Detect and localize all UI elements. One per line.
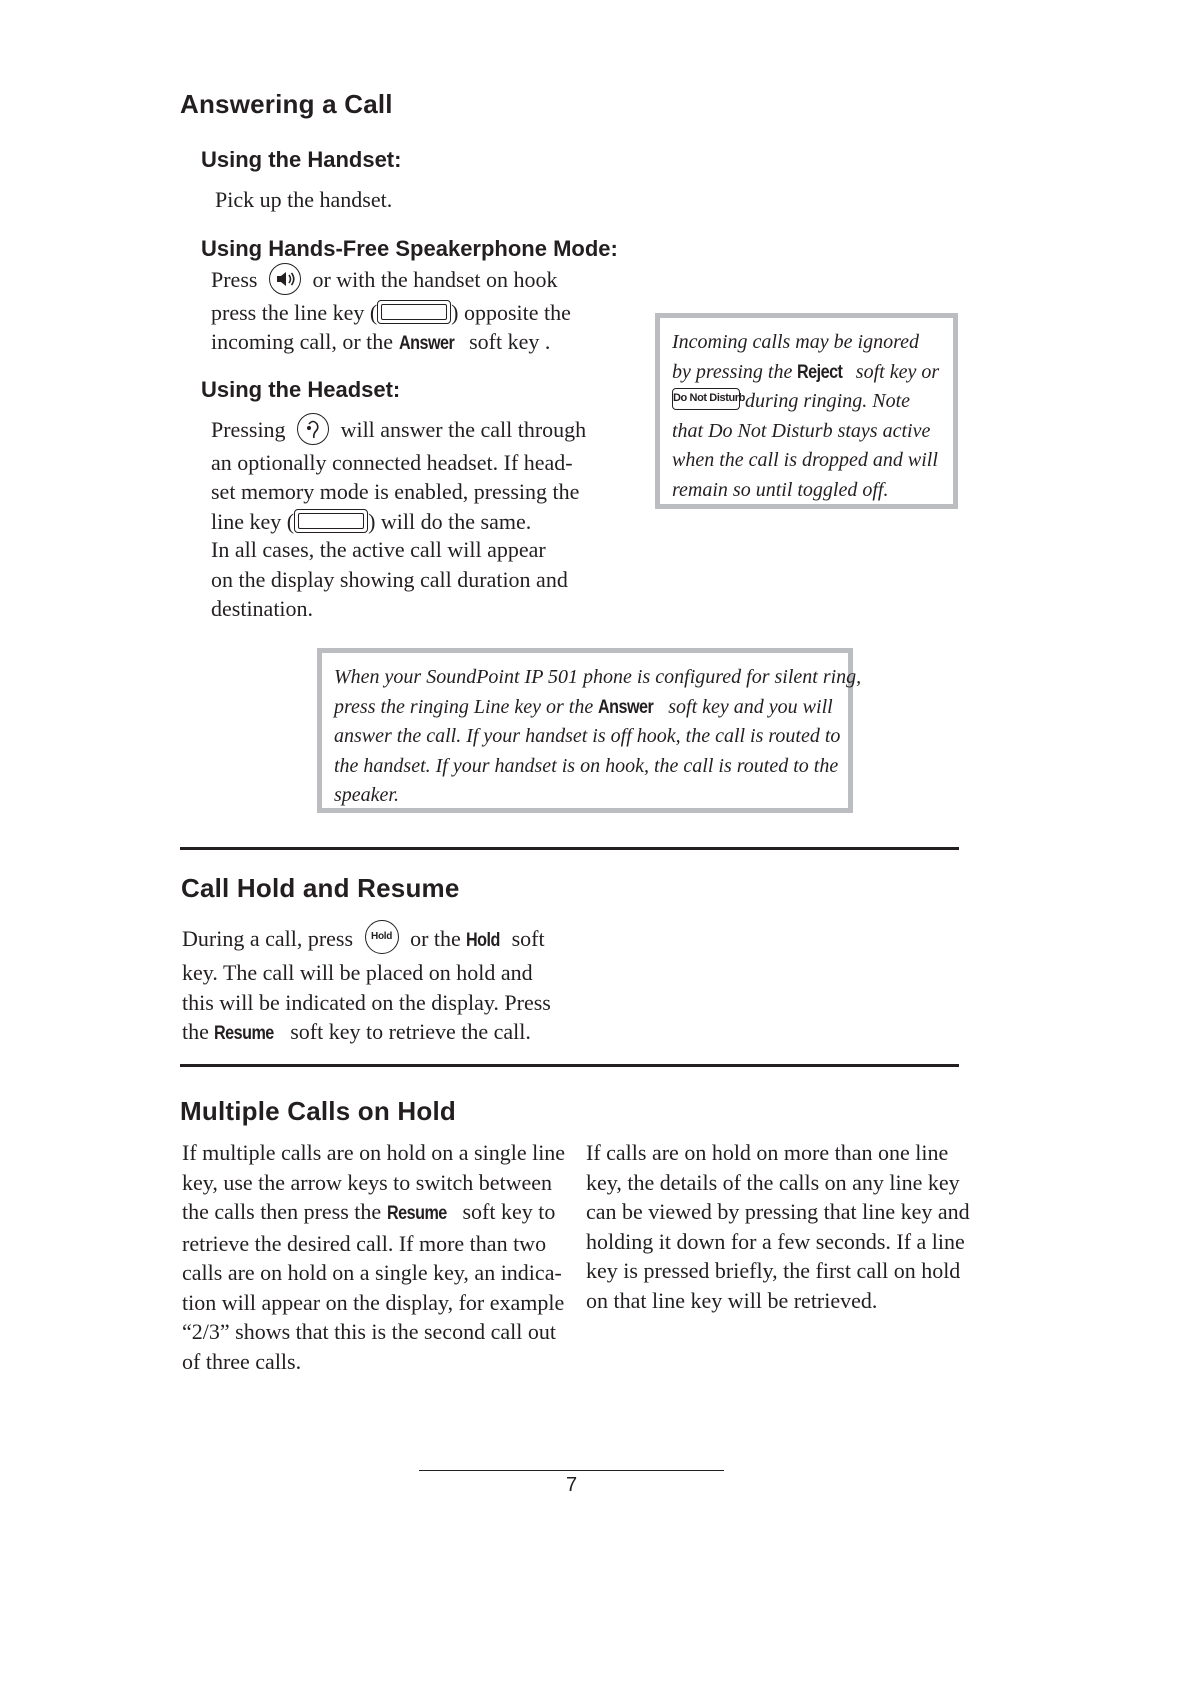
text: soft key and you will <box>668 695 833 718</box>
text: or the <box>410 926 461 952</box>
text: ) will do the same. <box>368 508 532 534</box>
section-divider <box>180 1064 959 1067</box>
text: an optionally connected headset. If head- <box>211 449 573 475</box>
text: that Do Not Disturb stays active <box>672 419 931 442</box>
do-not-disturb-key-icon: Do Not Disturb <box>672 388 740 410</box>
text: answer the call. If your handset is off hook, the call is routed to <box>334 725 841 747</box>
heading-handset: Using the Handset: <box>201 147 402 172</box>
text: on the display showing call duration and <box>211 566 568 592</box>
multiple-right-paragraph <box>586 1138 970 1315</box>
line-key-icon <box>377 300 451 324</box>
text: press the line key ( <box>211 299 378 325</box>
text: “2/3” shows that this is the second call out <box>182 1319 556 1344</box>
text: soft key or <box>855 360 940 383</box>
page-number: 7 <box>565 1474 578 1496</box>
text: line key ( <box>211 508 295 534</box>
all-cases-paragraph <box>211 535 568 624</box>
text: the calls then press the <box>182 1199 382 1224</box>
text: will answer the call through <box>340 417 587 442</box>
footer-rule <box>419 1470 724 1471</box>
resume-softkey-label: Resume <box>386 1203 447 1224</box>
text: press the ringing Line key or the <box>334 695 594 718</box>
text: speaker. <box>334 784 399 806</box>
text: remain so until toggled off. <box>672 478 889 501</box>
text: by pressing the <box>672 360 793 383</box>
text: of three calls. <box>182 1348 302 1374</box>
section-divider <box>180 847 959 850</box>
line-key-icon <box>294 509 368 533</box>
answer-softkey-label: Answer <box>398 333 454 355</box>
speaker-icon <box>269 263 301 295</box>
multiple-left-paragraph <box>182 1138 565 1376</box>
text: Press <box>211 267 258 292</box>
text: during ringing. Note <box>745 390 911 412</box>
text: soft <box>511 926 545 952</box>
text: tion will appear on the display, for example <box>182 1289 565 1315</box>
text: can be viewed by pressing that line key and <box>586 1199 970 1224</box>
text: key, the details of the calls on any line key <box>586 1169 960 1195</box>
text: incoming call, or the <box>211 329 394 355</box>
note-silent-ring-box <box>317 648 862 813</box>
text: key is pressed briefly, the first call on hold <box>586 1258 961 1283</box>
hold-paragraph <box>182 924 551 1049</box>
heading-headset: Using the Headset: <box>201 377 401 402</box>
headset-icon <box>297 413 329 445</box>
text: key. The call will be placed on hold and <box>182 960 533 985</box>
headset-paragraph <box>211 415 586 536</box>
text: when the call is dropped and will <box>672 449 938 471</box>
text: soft key . <box>469 329 551 355</box>
hold-key-icon: Hold <box>365 920 399 954</box>
text: If calls are on hold on more than one line <box>586 1140 949 1165</box>
text: set memory mode is enabled, pressing the <box>211 479 580 505</box>
note-reject-box <box>655 313 958 509</box>
text: ) opposite the <box>451 299 571 325</box>
text: soft key to retrieve the call. <box>290 1019 531 1044</box>
text: calls are on hold on a single key, an indica- <box>182 1260 562 1285</box>
text: or with the handset on hook <box>312 267 558 292</box>
text: Incoming calls may be ignored <box>672 331 919 353</box>
text: soft key to <box>462 1199 556 1224</box>
section-title-answering: Answering a Call <box>180 89 393 119</box>
text: holding it down for a few seconds. If a line <box>586 1228 965 1254</box>
hold-softkey-label: Hold <box>466 930 501 952</box>
section-title-multiple: Multiple Calls on Hold <box>180 1096 456 1126</box>
text: the handset. If your handset is on hook, the call is routed to the <box>334 754 839 777</box>
heading-speakerphone: Using Hands-Free Speakerphone Mode: <box>201 236 618 261</box>
text: destination. <box>211 596 314 621</box>
text: If multiple calls are on hold on a single line <box>182 1140 566 1165</box>
text: When your SoundPoint IP 501 phone is configured for silent ring, <box>334 666 862 688</box>
text: key, use the arrow keys to switch between <box>182 1169 553 1195</box>
text: During a call, press <box>182 926 354 952</box>
text: on that line key will be retrieved. <box>586 1287 878 1313</box>
resume-softkey-label: Resume <box>214 1023 275 1044</box>
section-title-hold: Call Hold and Resume <box>181 873 460 903</box>
text: the <box>182 1019 209 1044</box>
text: Pressing <box>211 417 286 442</box>
text: this will be indicated on the display. Press <box>182 989 551 1015</box>
answer-softkey-label: Answer <box>598 696 654 718</box>
speakerphone-paragraph <box>211 265 571 359</box>
reject-softkey-label: Reject <box>797 361 843 383</box>
text: In all cases, the active call will appear <box>211 537 546 562</box>
handset-text: Pick up the handset. <box>215 187 393 212</box>
text: retrieve the desired call. If more than two <box>182 1230 547 1256</box>
